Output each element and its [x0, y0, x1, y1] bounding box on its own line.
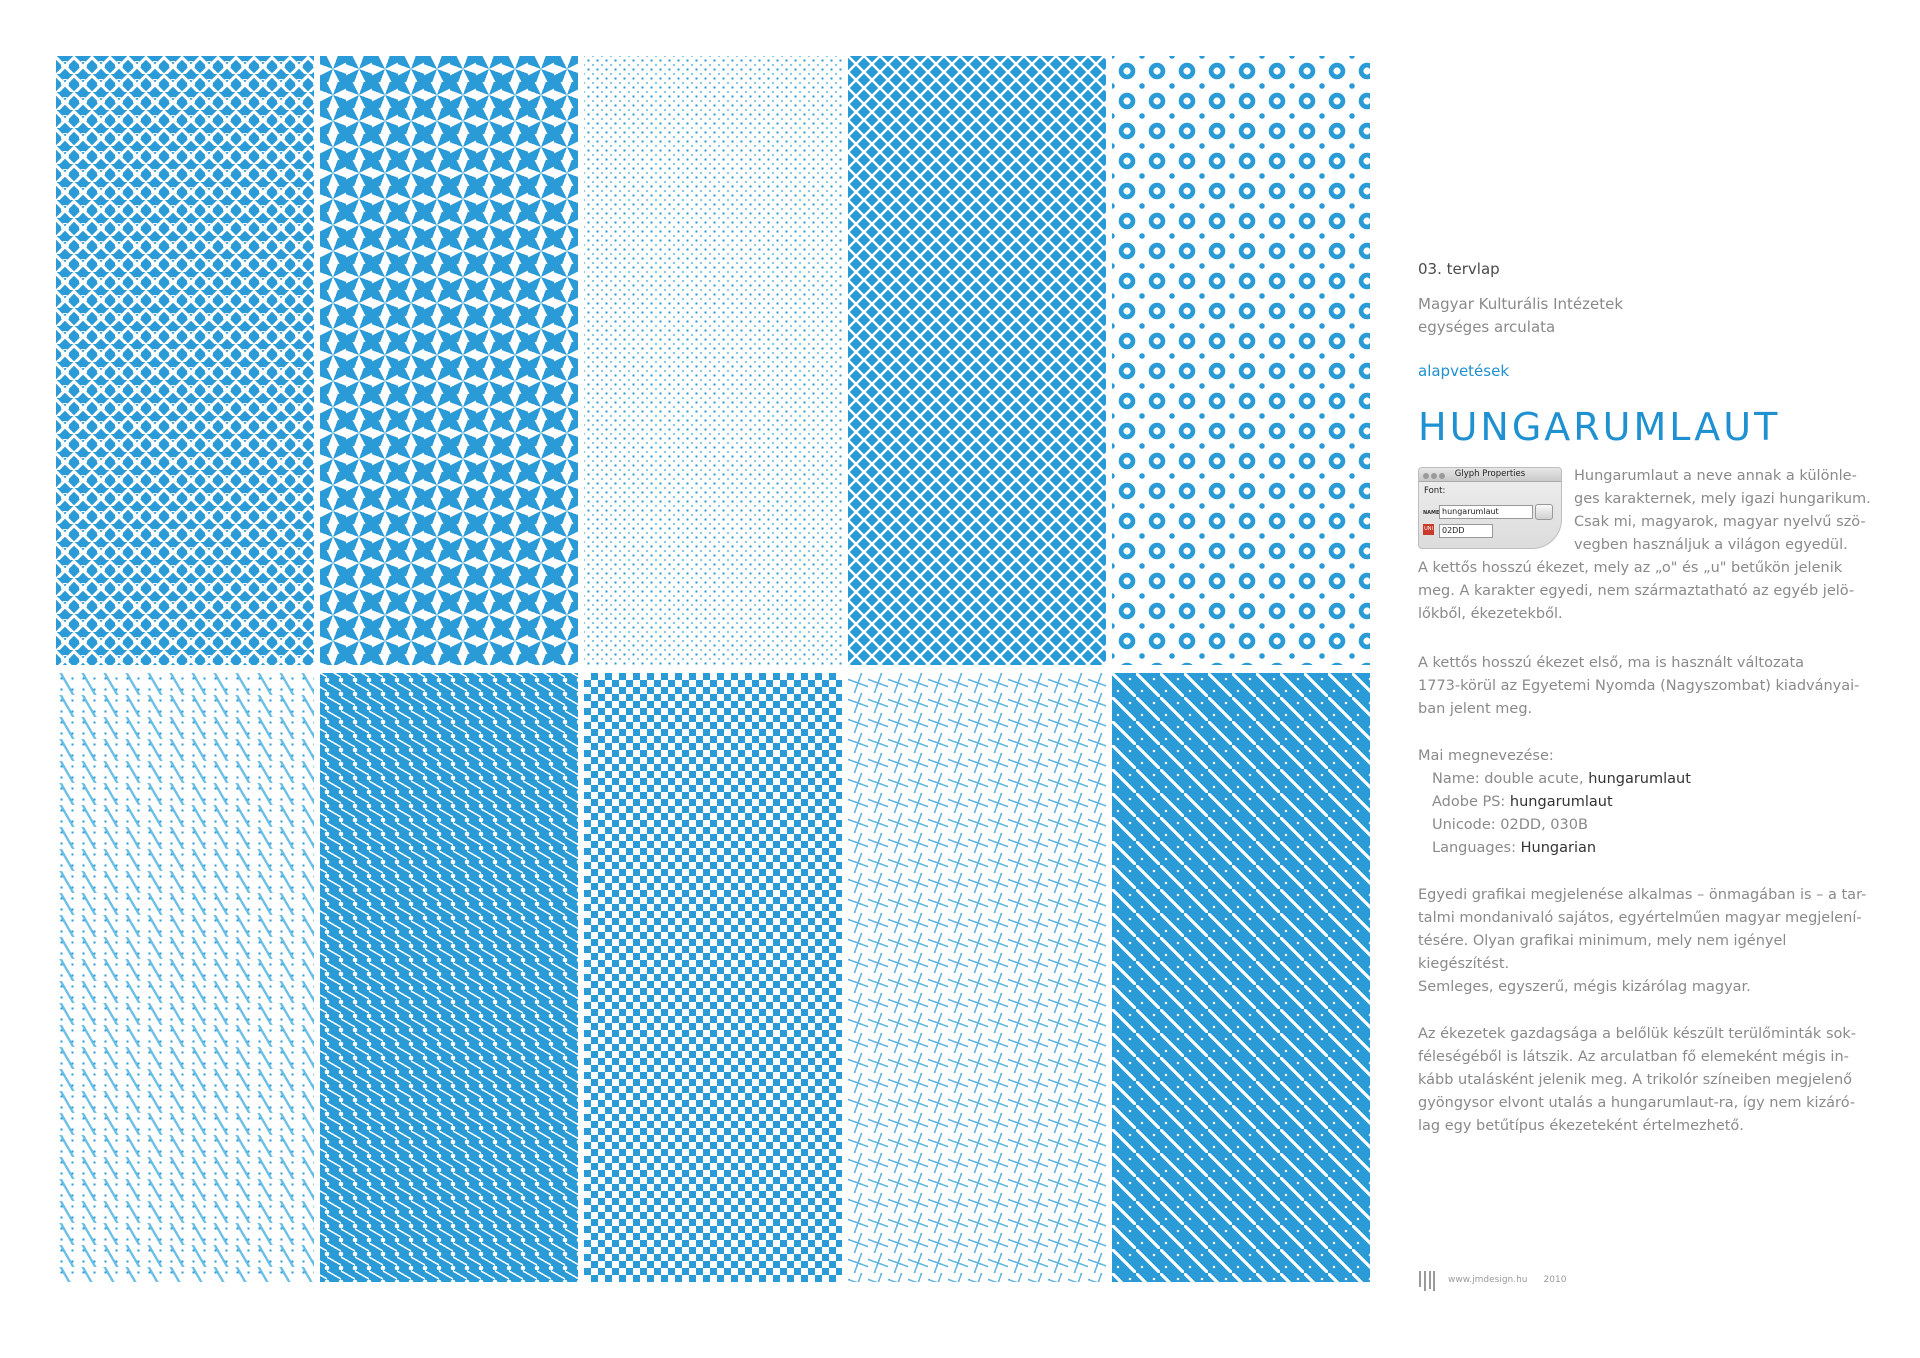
languages-value: Hungarian — [1520, 840, 1597, 856]
pattern-tile-1 — [56, 56, 314, 665]
history-paragraph — [1418, 652, 1878, 721]
history-line: 1773-körül az Egyetemi Nyomda (Nagyszombat) kiadványai- — [1418, 678, 1860, 694]
history-line: ban jelent meg. — [1418, 701, 1533, 717]
richness-line: kább utalásként jelenik meg. A trikolór színeiben megjelenő — [1418, 1072, 1853, 1088]
page-title: HUNGARUMLAUT — [1418, 405, 1781, 449]
pattern-tile-4 — [848, 56, 1106, 665]
glyph-panel-title: Glyph Properties — [1419, 468, 1561, 482]
graphic-line: Semleges, egyszerű, mégis kizárólag magyar. — [1418, 979, 1751, 995]
pattern-tile-5 — [1112, 56, 1370, 665]
pattern-tile-10 — [1112, 673, 1370, 1282]
intro-line: Hungarumlaut a neve annak a különle- — [1574, 468, 1857, 484]
names-list — [1418, 745, 1878, 860]
graphic-line: talmi mondanivaló sajátos, egyértelműen magyar megjelení- — [1418, 910, 1862, 926]
richness-paragraph — [1418, 1023, 1878, 1138]
name-label: Name: double acute, — [1432, 771, 1589, 787]
pattern-grid — [56, 56, 1370, 1282]
pattern-tile-3 — [584, 56, 842, 665]
names-heading: Mai megnevezése: — [1418, 748, 1554, 764]
languages-label: Languages: — [1432, 840, 1521, 856]
sheet-number: 03. tervlap — [1418, 260, 1500, 278]
intro-paragraph — [1418, 465, 1878, 626]
jm-logo-icon — [1418, 1269, 1436, 1291]
intro-line: lőkből, ékezetekből. — [1418, 606, 1563, 622]
adobe-label: Adobe PS: — [1432, 794, 1510, 810]
section-label: alapvetések — [1418, 362, 1510, 380]
unicode-row — [1418, 814, 1878, 837]
glyph-edit-button-icon — [1535, 504, 1553, 520]
languages-row — [1418, 837, 1878, 860]
adobe-value: hungarumlaut — [1509, 794, 1613, 810]
glyph-name-field: hungarumlaut — [1439, 505, 1533, 519]
unicode-label: Unicode: 02DD, 030B — [1432, 817, 1588, 833]
richness-line: gyöngysor elvont utalás a hungarumlaut-ra, így nem kizáró- — [1418, 1095, 1856, 1111]
graphic-line: Egyedi grafikai megjelenése alkalmas – önmagában is – a tar- — [1418, 887, 1867, 903]
adobe-row — [1418, 791, 1878, 814]
glyph-properties-panel — [1418, 467, 1562, 549]
glyph-unicode-field: 02DD — [1439, 524, 1493, 538]
richness-line: Az ékezetek gazdagsága a belőlük készült terülőminták sok- — [1418, 1026, 1856, 1042]
intro-line: ges karakternek, mely igazi hungarikum. — [1574, 491, 1871, 507]
name-value: hungarumlaut — [1588, 771, 1691, 787]
pattern-tile-9 — [848, 673, 1106, 1282]
info-column — [1418, 258, 1878, 1138]
footer — [1418, 1268, 1566, 1292]
name-tag-icon: NAME — [1423, 510, 1440, 516]
history-line: A kettős hosszú ékezet első, ma is használt változata — [1418, 655, 1805, 671]
pattern-tile-2 — [320, 56, 578, 665]
footer-year: 2010 — [1543, 1275, 1567, 1285]
pattern-tile-7 — [320, 673, 578, 1282]
name-row — [1418, 768, 1878, 791]
richness-line: féleségéből is látszik. Az arculatban fő elemeként mégis in- — [1418, 1049, 1849, 1065]
pattern-tile-6 — [56, 673, 314, 1282]
pattern-tile-8 — [584, 673, 842, 1282]
organization-name — [1418, 293, 1878, 339]
intro-line: vegben használjuk a világon egyedül. — [1574, 537, 1848, 553]
intro-line: meg. A karakter egyedi, nem származtatható az egyéb jelö- — [1418, 583, 1855, 599]
window-buttons-icon — [1423, 471, 1447, 483]
footer-url: www.jmdesign.hu — [1448, 1275, 1528, 1285]
glyph-font-label: Font: — [1424, 486, 1446, 496]
org-line-1: Magyar Kulturális Intézetek — [1418, 295, 1624, 313]
intro-line: Csak mi, magyarok, magyar nyelvű szö- — [1574, 514, 1866, 530]
intro-line: A kettős hosszú ékezet, mely az „o" és „u" betűkön jelenik — [1418, 560, 1843, 576]
unicode-tag-icon: UNI — [1423, 524, 1434, 535]
graphic-line: tésére. Olyan grafikai minimum, mely nem igényel kiegészítést. — [1418, 933, 1787, 972]
graphic-paragraph — [1418, 884, 1878, 999]
richness-line: lag egy betűtípus ékezeteként értelmezhető. — [1418, 1118, 1744, 1134]
org-line-2: egységes arculata — [1418, 318, 1556, 336]
